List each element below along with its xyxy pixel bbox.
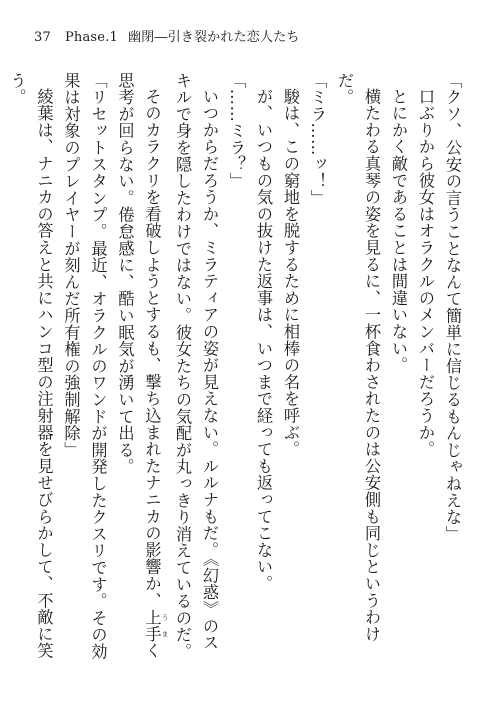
ruby-annotation (142, 609, 169, 643)
dialogue-line: 「ミラ……ッ！」 (308, 72, 327, 207)
dialogue-line: 「クソ、公安の言うことなんて簡単に信じるもんじゃねえな」 (443, 72, 462, 543)
page-number: 37 (34, 30, 51, 45)
narration-line: が、いつもの気の抜けた返事は、いつまで経っても返ってこない。 (254, 88, 273, 593)
narration-line: 口ぶりから彼女はオラクルのメンバーだろうか。 (416, 88, 435, 458)
ruby-reading: うま (161, 609, 169, 643)
narration-line: 綾葉は、ナニカの答えと共にハンコ型の注射器を見せびらかして、不敵に笑う。 (7, 72, 54, 660)
narration-line-with-ruby (112, 72, 170, 662)
dialogue-line (0, 72, 4, 662)
series-label: Phase.1 (64, 30, 118, 45)
dialogue-line: 「……ミラ？」 (227, 72, 246, 190)
text-segment: そのカラクリを看破しようとするも、撃ち込まれたナニカの影響か、 (142, 88, 162, 609)
running-head (34, 30, 314, 46)
ruby-base: 上手 (142, 609, 162, 643)
chapter-title: 幽閉―引き裂かれた恋人たち (128, 30, 300, 45)
narration-line: とにかく敵であることは間違いない。 (389, 88, 408, 374)
narration-line: 横たわる真琴の姿を見るに、一杯食わされたのは公安側も同じというわけだ。 (335, 72, 381, 643)
dialogue-line: 「リセットスタンプ。最近、オラクルのワンドが開発したクスリです。その効果は対象のプレイヤーが刻んだ所有権の強制解除」 (61, 72, 108, 660)
narration-line: 駿は、この窮地を脱するために相棒の名を呼ぶ。 (281, 88, 300, 458)
narration-line: いつからだろうか、ミラティアの姿が見えない。ルルナもだ。《幻惑》のスキルで身を隠したわけではない。彼女たちの気配が丸っきり消えているのだ。 (173, 72, 219, 660)
text-segment: く思考が回らない。倦怠感に、酷い眠気が湧いて出る。 (115, 72, 162, 660)
vertical-body-text (7, 72, 466, 662)
